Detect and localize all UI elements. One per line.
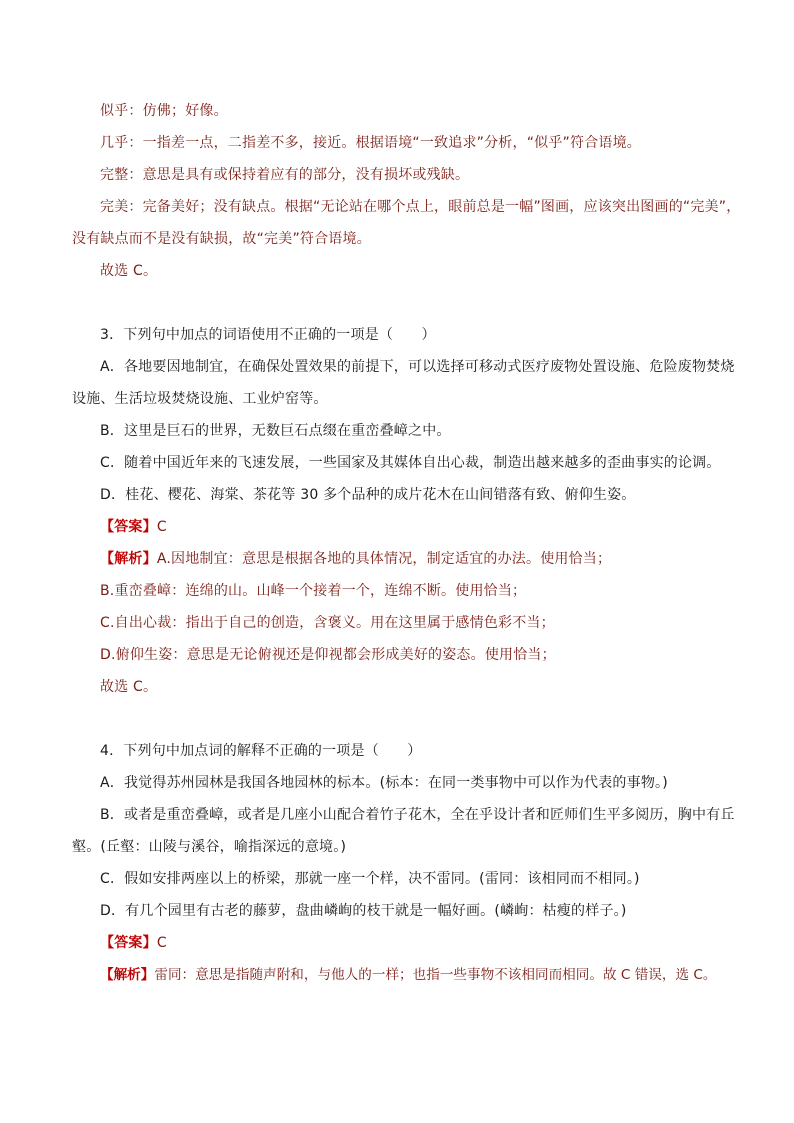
analysis-line xyxy=(100,965,716,985)
analysis-text: C.自出心裁：指出于自己的创造，含褒义。用在这里属于感情色彩不当； xyxy=(100,615,555,631)
analysis-tag: 【解析】 xyxy=(100,967,155,983)
text-line: 似乎：仿佛；好像。 xyxy=(100,103,228,119)
option-c: C．随着中国近年来的飞速发展，一些国家及其媒体自出心裁，制造出越来越多的歪曲事实的论调。 xyxy=(100,455,721,471)
analysis-text: A.因地制宜：意思是根据各地的具体情况，制定适宜的办法。使用恰当； xyxy=(156,551,612,567)
question-3-stem: 3．下列句中加点的词语使用不正确的一项是（ ） xyxy=(100,327,436,343)
analysis-tag: 【解析】 xyxy=(100,551,157,567)
option-a-line-2: 设施、生活垃圾焚烧设施、工业炉窑等。 xyxy=(72,391,328,407)
text-line: 完整：意思是具有或保持着应有的部分，没有损坏或残缺。 xyxy=(100,167,470,183)
analysis-text: B.重峦叠嶂：连绵的山。山峰一个接着一个，连绵不断。使用恰当； xyxy=(100,583,527,599)
option-d: D．桂花、樱花、海棠、茶花等 30 多个品种的成片花木在山间错落有致、俯仰生姿。 xyxy=(100,487,636,503)
question-4-stem: 4．下列句中加点词的解释不正确的一项是（ ） xyxy=(100,743,422,759)
option-a: A．我觉得苏州园林是我国各地园林的标本。(标本：在同一类事物中可以作为代表的事物。) xyxy=(100,775,668,791)
text-line: 没有缺点而不是没有缺损，故“完美”符合语境。 xyxy=(72,231,371,247)
answer-tag: 【答案】 xyxy=(100,935,157,951)
text-line: 几乎：一指差一点，二指差不多，接近。根据语境“一致追求”分析，“似乎”符合语境。 xyxy=(100,135,642,151)
option-b: B．这里是巨石的世界，无数巨石点缀在重峦叠嶂之中。 xyxy=(100,423,451,439)
option-d: D．有几个园里有古老的藤萝，盘曲嶙峋的枝干就是一幅好画。(嶙峋：枯瘦的样子。) xyxy=(100,903,627,919)
answer-value: C xyxy=(156,935,167,951)
analysis-text: 故选 C。 xyxy=(100,679,158,695)
analysis-text: D.俯仰生姿：意思是无论俯视还是仰视都会形成美好的姿态。使用恰当； xyxy=(100,647,556,663)
answer-line xyxy=(100,933,167,953)
text-line: 故选 C。 xyxy=(100,263,158,279)
option-b-line-2: 壑。(丘壑：山陵与溪谷，喻指深远的意境。) xyxy=(72,839,347,855)
analysis-line xyxy=(100,549,611,569)
option-b-line-1: B．或者是重峦叠嶂，或者是几座小山配合着竹子花木，全在乎设计者和匠师们生平多阅历，胸中有丘 xyxy=(100,807,735,823)
answer-value: C xyxy=(156,519,167,535)
answer-line xyxy=(100,517,167,537)
text-line: 完美：完备美好；没有缺点。根据“无论站在哪个点上，眼前总是一幅”图画，应该突出图画的“完美”， xyxy=(100,199,741,215)
analysis-text: 雷同：意思是指随声附和，与他人的一样；也指一些事物不该相同而相同。故 C 错误，选 C。 xyxy=(154,967,717,983)
option-a-line-1: A．各地要因地制宜，在确保处置效果的前提下，可以选择可移动式医疗废物处置设施、危险废物焚烧 xyxy=(100,359,735,375)
option-c: C．假如安排两座以上的桥梁，那就一座一个样，决不雷同。(雷同：该相同而不相同。) xyxy=(100,871,640,887)
answer-tag: 【答案】 xyxy=(100,519,157,535)
